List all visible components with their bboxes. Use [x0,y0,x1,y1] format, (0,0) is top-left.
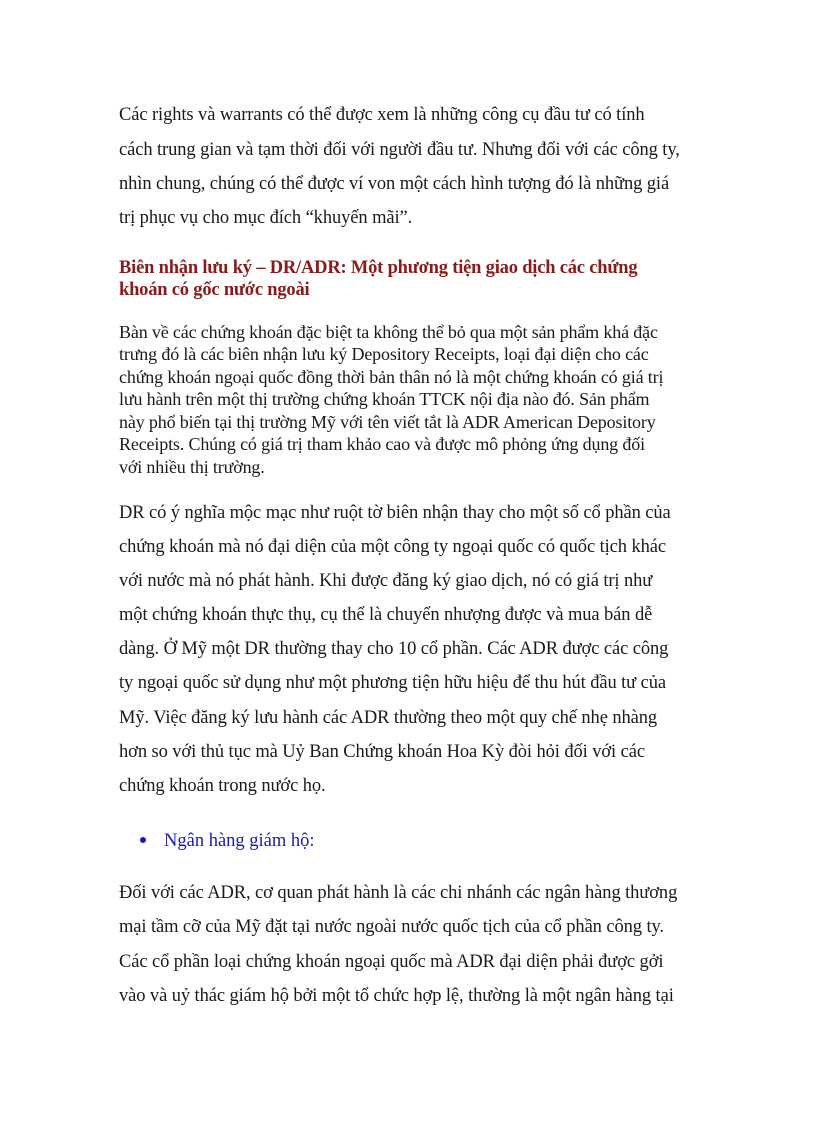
text-line: Các rights và warrants có thể được xem là những công cụ đầu tư có tính [119,105,645,125]
text-line: trưng đó là các biên nhận lưu ký Depository Receipts, loại đại diện cho các [119,344,649,364]
text-line: với nhiều thị trường. [119,457,265,477]
text-line: trị phục vụ cho mục đích “khuyến mãi”. [119,208,413,228]
bullet-label: Ngân hàng giám hộ: [164,831,315,851]
text-line: Bàn về các chứng khoán đặc biệt ta không thể bỏ qua một sản phẩm khá đặc [119,322,658,342]
text-line: hơn so với thủ tục mà Uỷ Ban Chứng khoán Hoa Kỳ đòi hỏi đối với các [119,742,645,762]
text-line: với nước mà nó phát hành. Khi được đăng ký giao dịch, nó có giá trị như [119,571,653,591]
text-line: dàng. Ở Mỹ một DR thường thay cho 10 cổ phần. Các ADR được các công [119,639,669,659]
text-line: chứng khoán trong nước họ. [119,776,326,796]
text-line: chứng khoán mà nó đại diện của một công ty ngoại quốc có quốc tịch khác [119,537,666,557]
heading-line: khoán có gốc nước ngoài [119,280,310,300]
text-line: chứng khoán ngoại quốc đồng thời bản thân nó là một chứng khoán có giá trị [119,367,664,387]
bullet-item-custodian-bank [140,829,315,853]
text-line: lưu hành trên một thị trường chứng khoán TTCK nội địa nào đó. Sản phẩm [119,389,650,409]
text-line: cách trung gian và tạm thời đối với người đầu tư. Nhưng đối với các công ty, [119,140,680,160]
text-line: mại tầm cỡ của Mỹ đặt tại nước ngoài nước quốc tịch của cổ phần công ty. [119,917,664,937]
text-line: một chứng khoán thực thụ, cụ thể là chuyển nhượng được và mua bán dễ [119,605,653,625]
text-line: Mỹ. Việc đăng ký lưu hành các ADR thường theo một quy chế nhẹ nhàng [119,708,658,728]
text-line: Receipts. Chúng có giá trị tham khảo cao và được mô phỏng ứng dụng đối [119,434,645,454]
text-line: nhìn chung, chúng có thể được ví von một cách hình tượng đó là những giá [119,174,670,194]
text-line: này phổ biến tại thị trường Mỹ với tên viết tắt là ADR American Depository [119,412,656,432]
text-line: DR có ý nghĩa mộc mạc như ruột tờ biên nhận thay cho một số cổ phần của [119,503,671,523]
text-line: Các cổ phần loại chứng khoán ngoại quốc mà ADR đại diện phải được gởi [119,952,664,972]
bullet-dot-icon [140,837,146,843]
text-line: ty ngoại quốc sử dụng như một phương tiện hữu hiệu để thu hút đầu tư của [119,673,667,693]
text-line: Đối với các ADR, cơ quan phát hành là các chi nhánh các ngân hàng thương [119,883,678,903]
text-line: vào và uỷ thác giám hộ bởi một tổ chức hợp lệ, thường là một ngân hàng tại [119,986,674,1006]
heading-line: Biên nhận lưu ký – DR/ADR: Một phương tiện giao dịch các chứng [119,258,638,278]
